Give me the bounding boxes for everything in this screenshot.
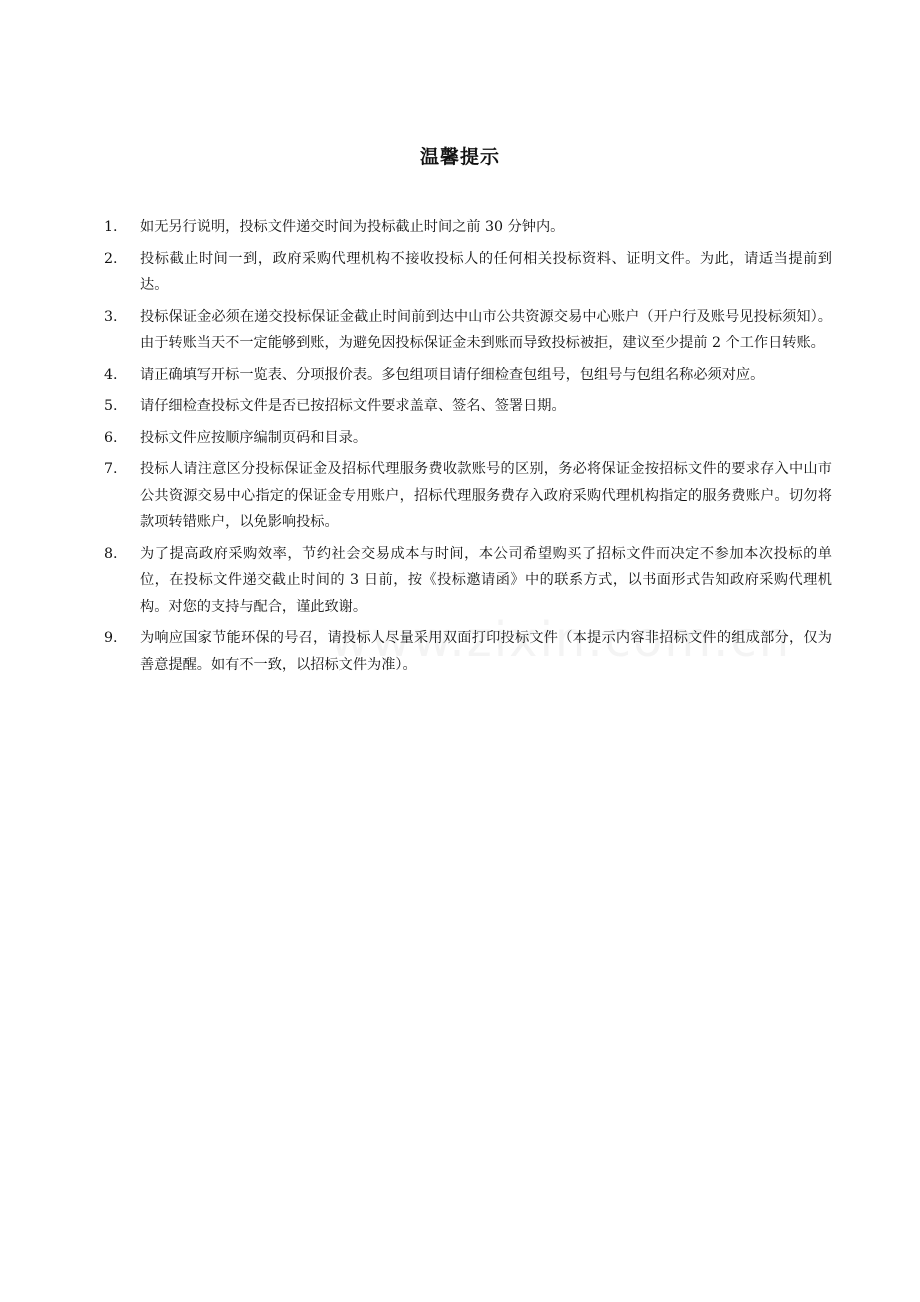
item-number: 2. xyxy=(104,250,118,267)
list-item xyxy=(104,625,832,678)
item-text: 投标保证金必须在递交投标保证金截止时间前到达中山市公共资源交易中心账户（开户行及账号见投标须知）。由于转账当天不一定能够到账，为避免因投标保证金未到账而导致投标被拒，建议至少提前 2 个工作日转账。 xyxy=(140,308,832,351)
item-text: 请仔细检查投标文件是否已按招标文件要求盖章、签名、签署日期。 xyxy=(140,398,566,414)
item-text: 请正确填写开标一览表、分项报价表。多包组项目请仔细检查包组号，包组号与包组名称必须对应。 xyxy=(140,366,765,383)
item-number: 7. xyxy=(104,461,118,477)
list-item xyxy=(104,362,832,389)
list-item xyxy=(104,304,832,357)
item-text: 为了提高政府采购效率，节约社会交易成本与时间，本公司希望购买了招标文件而决定不参加本次投标的单位，在投标文件递交截止时间的 3 日前，按《投标邀请函》中的联系方式，以书面形式告知政府采购代理机构。对您的支持与配合，谨此致谢。 xyxy=(140,545,832,615)
item-text: 投标截止时间一到，政府采购代理机构不接收投标人的任何相关投标资料、证明文件。为此，请适当提前到达。 xyxy=(140,250,832,293)
list-item xyxy=(104,246,832,299)
item-number: 3. xyxy=(104,308,118,325)
list-item xyxy=(104,425,832,452)
item-number: 1. xyxy=(104,219,118,235)
item-number: 5. xyxy=(104,398,118,414)
list-item xyxy=(104,456,832,536)
item-text: 如无另行说明，投标文件递交时间为投标截止时间之前 30 分钟内。 xyxy=(140,219,565,235)
item-number: 9. xyxy=(104,630,118,646)
item-text: 投标人请注意区分投标保证金及招标代理服务费收款账号的区别，务必将保证金按招标文件的要求存入中山市公共资源交易中心指定的保证金专用账户，招标代理服务费存入政府采购代理机构指定的服务费账户。切勿将款项转错账户，以免影响投标。 xyxy=(140,461,832,530)
item-number: 4. xyxy=(104,366,118,383)
item-number: 8. xyxy=(104,545,118,562)
list-item xyxy=(104,393,832,420)
item-text: 投标文件应按顺序编制页码和目录。 xyxy=(140,429,368,446)
item-number: 6. xyxy=(104,429,118,446)
page-title: 温馨提示 xyxy=(419,146,500,168)
list-item xyxy=(104,214,832,241)
list-item xyxy=(104,541,832,621)
notice-list xyxy=(104,214,832,683)
item-text: 为响应国家节能环保的号召，请投标人尽量采用双面打印投标文件（本提示内容非招标文件的组成部分，仅为善意提醒。如有不一致，以招标文件为准）。 xyxy=(140,630,832,673)
